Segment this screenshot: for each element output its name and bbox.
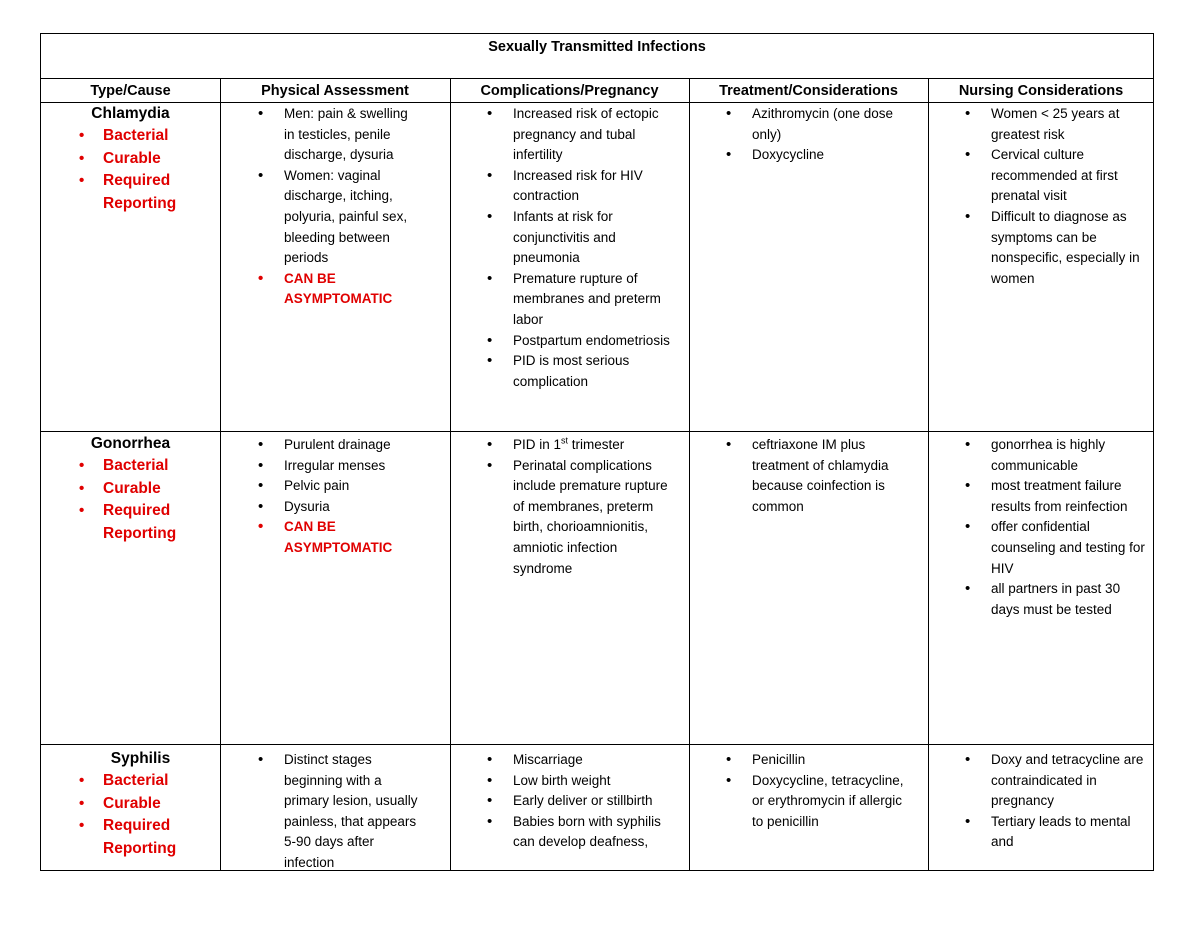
list-item: • PID is most serious complication — [480, 351, 680, 392]
column-divider — [220, 79, 221, 871]
list-item: • Pelvic pain — [251, 476, 421, 497]
infection-name: Syphilis — [110, 750, 171, 767]
gonorrhea-nursing — [958, 435, 1150, 620]
syphilis-complications — [480, 750, 680, 853]
table-row-chlamydia-type — [41, 103, 220, 215]
list-item: • offer confidential counseling and testing for HIV — [958, 517, 1150, 579]
list-item: • Women: vaginal discharge, itching, polyuria, painful sex, bleeding between periods — [251, 166, 421, 269]
list-item: • Doxycycline — [719, 145, 924, 166]
list-item: • Babies born with syphilis can develop deafness, — [480, 812, 680, 853]
table-title: Sexually Transmitted Infections — [41, 34, 1153, 79]
tag-item: • Curable — [41, 793, 220, 816]
list-item: • Low birth weight — [480, 771, 680, 792]
column-divider — [689, 79, 690, 871]
header-treatment: Treatment/Considerations — [689, 79, 928, 103]
tag-item: • Bacterial — [41, 125, 220, 148]
list-item: • Difficult to diagnose as symptoms can be nonspecific, especially in women — [958, 207, 1150, 289]
tag-item: • Required Reporting — [41, 815, 220, 860]
list-item: • Premature rupture of membranes and preterm labor — [480, 269, 680, 331]
row-divider — [41, 431, 1153, 432]
syphilis-assessment — [251, 750, 421, 874]
tag-item: • Bacterial — [41, 455, 220, 478]
asymptomatic-alert: • CAN BE ASYMPTOMATIC — [251, 269, 421, 310]
list-item: • Irregular menses — [251, 456, 421, 477]
syphilis-treatment — [719, 750, 909, 832]
column-divider — [928, 79, 929, 871]
list-item: • Men: pain & swelling in testicles, penile discharge, dysuria — [251, 104, 421, 166]
gonorrhea-complications — [480, 435, 680, 579]
list-item: • Azithromycin (one dose only) — [719, 104, 924, 145]
column-divider — [450, 79, 451, 871]
list-item: • Postpartum endometriosis — [480, 331, 680, 352]
asymptomatic-alert: • CAN BE ASYMPTOMATIC — [251, 517, 421, 558]
list-item: • ceftriaxone IM plus treatment of chlamydia because coinfection is common — [719, 435, 909, 517]
list-item: • gonorrhea is highly communicable — [958, 435, 1150, 476]
gonorrhea-assessment — [251, 435, 421, 559]
row-divider — [41, 744, 1153, 745]
infection-name: Gonorrhea — [90, 435, 171, 452]
header-physical-assessment: Physical Assessment — [220, 79, 450, 103]
tag-item: • Curable — [41, 148, 220, 171]
tag-item: • Required Reporting — [41, 500, 220, 545]
list-item: • Distinct stages beginning with a primary lesion, usually painless, that appears 5-90 days after infection — [251, 750, 421, 874]
sti-table — [40, 33, 1154, 871]
table-row-gonorrhea-type — [41, 433, 220, 545]
ordinal-suffix: st — [561, 435, 569, 446]
chlamydia-complications — [480, 104, 680, 392]
list-item: • all partners in past 30 days must be tested — [958, 579, 1150, 620]
tag-item: • Bacterial — [41, 770, 220, 793]
tag-item: • Curable — [41, 478, 220, 501]
list-item: • Purulent drainage — [251, 435, 421, 456]
syphilis-nursing — [958, 750, 1150, 853]
list-item: • most treatment failure results from reinfection — [958, 476, 1150, 517]
header-nursing: Nursing Considerations — [928, 79, 1154, 103]
list-item: • Cervical culture recommended at first prenatal visit — [958, 145, 1150, 207]
list-item: • Increased risk for HIV contraction — [480, 166, 680, 207]
header-type-cause: Type/Cause — [41, 79, 220, 103]
chlamydia-treatment — [719, 104, 924, 166]
list-item — [480, 435, 680, 456]
list-item: • Tertiary leads to mental and — [958, 812, 1150, 853]
list-item: • Doxycycline, tetracycline, or erythromycin if allergic to penicillin — [719, 771, 909, 833]
gonorrhea-treatment — [719, 435, 909, 517]
list-item: • Dysuria — [251, 497, 421, 518]
list-item: • Increased risk of ectopic pregnancy and tubal infertility — [480, 104, 680, 166]
trimester-text: trimester — [568, 437, 625, 452]
list-item: • Penicillin — [719, 750, 909, 771]
table-row-syphilis-type — [61, 748, 220, 860]
pid-text: PID in 1 — [513, 437, 562, 452]
list-item: • Perinatal complications include premature rupture of membranes, preterm birth, chorioamnionitis, amniotic infection syndrome — [480, 456, 680, 580]
infection-name: Chlamydia — [91, 105, 170, 122]
chlamydia-assessment — [251, 104, 421, 310]
chlamydia-nursing — [958, 104, 1150, 289]
tag-item: • Required Reporting — [41, 170, 220, 215]
list-item: • Miscarriage — [480, 750, 680, 771]
list-item: • Infants at risk for conjunctivitis and pneumonia — [480, 207, 680, 269]
list-item: • Early deliver or stillbirth — [480, 791, 680, 812]
list-item: • Women < 25 years at greatest risk — [958, 104, 1150, 145]
list-item: • Doxy and tetracycline are contraindicated in pregnancy — [958, 750, 1150, 812]
header-complications: Complications/Pregnancy — [450, 79, 689, 103]
